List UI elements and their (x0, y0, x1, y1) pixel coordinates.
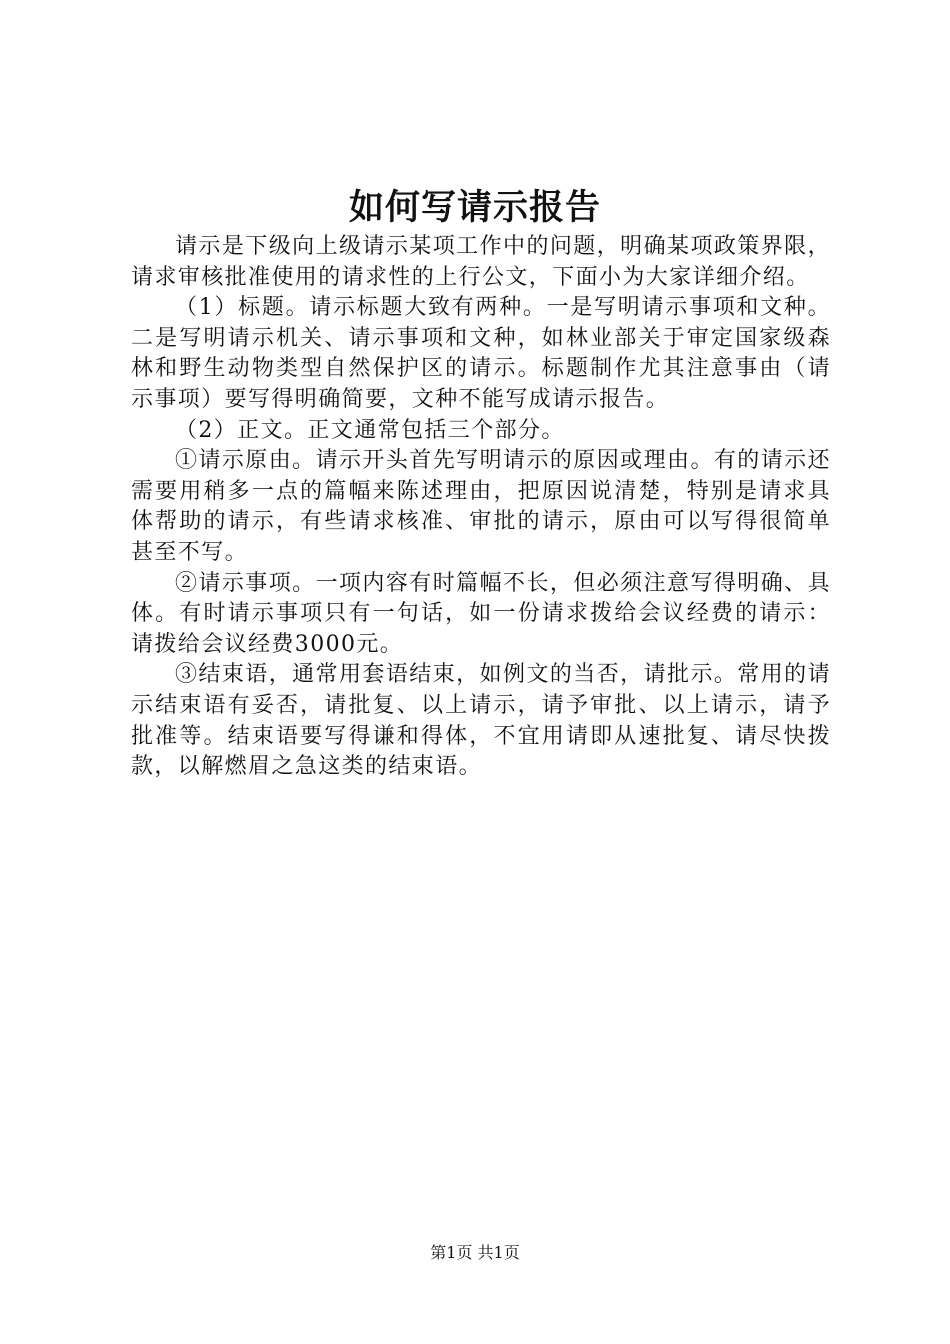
paragraph-intro: 请示是下级向上级请示某项工作中的问题，明确某项政策界限，请求审核批准使用的请求性的上行公文，下面小为大家详细介绍。 (131, 234, 831, 290)
document-body (131, 232, 831, 783)
paragraph-title-section: （1）标题。请示标题大致有两种。一是写明请示事项和文种。二是写明请示机关、请示事项和文种，如林业部关于审定国家级森林和野生动物类型自然保护区的请示。标题制作尤其注意事由（请示事项）要写得明确简要，文种不能写成请示报告。 (131, 295, 831, 412)
document-title: 如何写请示报告 (348, 187, 601, 228)
paragraph-matters: ②请示事项。一项内容有时篇幅不长，但必须注意写得明确、具体。有时请示事项只有一句话，如一份请求拨给会议经费的请示：请拨给会议经费3000元。 (131, 570, 831, 657)
paragraph-closing: ③结束语，通常用套语结束，如例文的当否，请批示。常用的请示结束语有妥否，请批复、以上请示，请予审批、以上请示，请予批准等。结束语要写得谦和得体，不宜用请即从速批复、请尽快拨款，以解燃眉之急这类的结束语。 (131, 662, 831, 780)
paragraph-body-section: （2）正文。正文通常包括三个部分。 (175, 417, 565, 443)
page-number-footer: 第1页 共1页 (430, 1243, 520, 1262)
paragraph-reason: ①请示原由。请示开头首先写明请示的原因或理由。有的请示还需要用稍多一点的篇幅来陈述理由，把原因说清楚，特别是请求具体帮助的请示，有些请求核准、审批的请示，原由可以写得很简单甚至不写。 (131, 448, 831, 565)
